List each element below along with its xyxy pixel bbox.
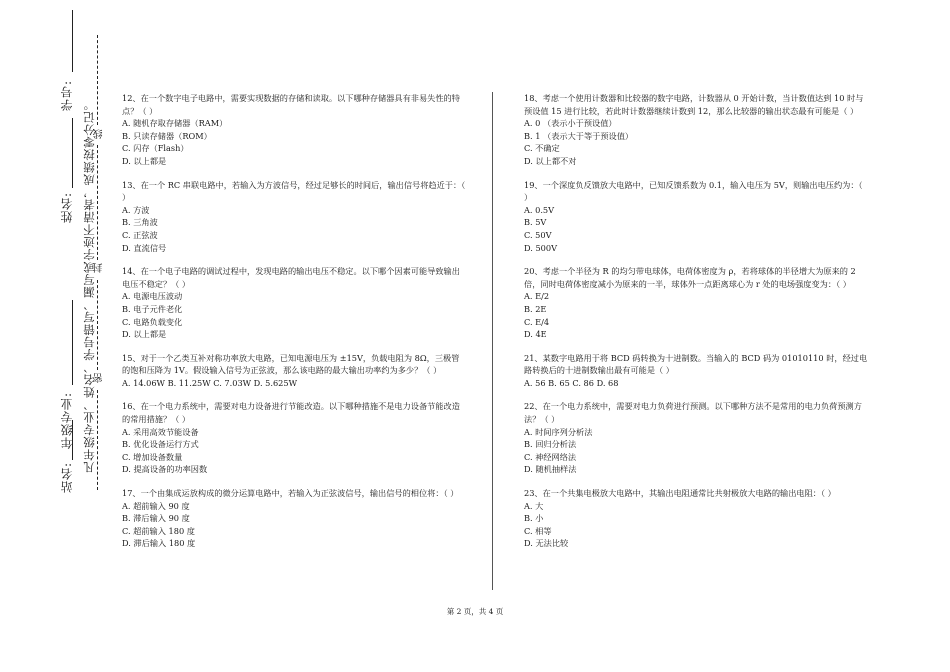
question-21 <box>524 352 869 390</box>
option-c: C. 正弦波 <box>122 229 158 240</box>
question-15 <box>122 352 467 390</box>
option-d: D. 直流信号 <box>122 242 167 253</box>
option-line: A. 56 B. 65 C. 86 D. 68 <box>524 377 619 388</box>
question-text: 15、对于一个乙类互补对称功率放大电路，已知电源电压为 ±15V，负载电阻为 8Ω，三极管的饱和压降为 1V。假设输入信号为正弦波，那么该电路的最大输出功率约为多少？（ ） <box>122 352 460 376</box>
option-b: B. 5V <box>524 217 547 228</box>
question-14 <box>122 265 467 341</box>
student-id-label: 学号: <box>60 80 74 112</box>
seal-dash-mid <box>97 145 98 260</box>
left-column <box>122 92 467 561</box>
question-text: 17、一个由集成运放构成的微分运算电路中，若输入为正弦波信号，输出信号的相位将：（ ） <box>122 488 459 499</box>
right-column <box>524 92 869 561</box>
question-17 <box>122 487 467 550</box>
question-22 <box>524 400 869 476</box>
station-label: 站名: <box>60 462 74 494</box>
option-c: C. 闪存（Flash） <box>122 143 189 154</box>
option-a: A. 电源电压波动 <box>122 291 183 302</box>
option-b: B. 优化设备运行方式 <box>122 439 199 450</box>
column-divider <box>492 92 493 590</box>
option-c: C. 50V <box>524 229 552 240</box>
grade-label: 年级专业: <box>60 392 74 450</box>
option-b: B. 电子元件老化 <box>122 303 183 314</box>
question-text: 22、在一个电力系统中，需要对电力负荷进行预测。以下哪种方法不是常用的电力负荷预测方法？（ ） <box>524 401 862 425</box>
option-b: B. 滞后输入 90 度 <box>122 513 190 524</box>
seal-mi: 密 <box>94 372 105 383</box>
grade-line <box>72 300 73 385</box>
option-b: B. 三角波 <box>122 217 158 228</box>
seal-dash-bottom <box>97 390 98 490</box>
question-text: 13、在一个 RC 串联电路中，若输入为方波信号，经过足够长的时间后，输出信号将趋近于：（ ） <box>122 179 466 203</box>
question-text: 18、考虑一个使用计数器和比较器的数字电路，计数器从 0 开始计数，当计数值达到 10 时与预设值 15 进行比较，若此时计数器继续计数到 12，那么比较器的输出状态最有可能是（ ） <box>524 93 864 116</box>
question-text: 19、一个深度负反馈放大电路中，已知反馈系数为 0.1，输入电压为 5V，则输出电压约为：（ ） <box>524 179 863 203</box>
option-b: B. 2E <box>524 303 547 314</box>
seal-dash-top <box>97 35 98 125</box>
binding-margin <box>0 0 110 672</box>
option-d: D. 滞后输入 180 度 <box>122 538 196 549</box>
option-a: A. 0.5V <box>524 204 555 215</box>
student-id-line <box>72 10 73 72</box>
option-a: A. 超前输入 90 度 <box>122 500 190 511</box>
question-13 <box>122 179 467 255</box>
question-text: 16、在一个电力系统中，需要对电力设备进行节能改造。以下哪种措施不是电力设备节能改造的常用措施？（ ） <box>122 401 460 425</box>
option-c: C. E/4 <box>524 316 550 327</box>
option-c: C. 神经网络法 <box>524 451 577 462</box>
option-c: C. 不确定 <box>524 143 560 154</box>
option-d: D. 500V <box>524 242 558 253</box>
question-text: 21、某数字电路用于将 BCD 码转换为十进制数。当输入的 BCD 码为 01010110 时，经过电路转换后的十进制数输出最有可能是（ ） <box>524 352 868 376</box>
name-label: 姓名: <box>60 192 74 224</box>
warning-text: 凡年级专业、姓名、学号错写、漏写或字迹不清者，成绩按零分记。 <box>82 98 96 473</box>
option-c: C. 相等 <box>524 525 552 536</box>
option-a: A. 0 （表示小于预设值） <box>524 118 617 129</box>
option-d: D. 4E <box>524 329 547 340</box>
question-text: 14、在一个电子电路的调试过程中，发现电路的输出电压不稳定。以下哪个因素可能导致输出电压不稳定？（ ） <box>122 266 460 289</box>
seal-feng: 封 <box>94 262 105 273</box>
option-a: A. E/2 <box>524 291 550 302</box>
page-footer: 第 2 页，共 4 页 <box>446 607 504 616</box>
option-a: A. 采用高效节能设备 <box>122 426 199 437</box>
option-b: B. 小 <box>524 513 544 524</box>
option-a: A. 大 <box>524 500 544 511</box>
option-line: A. 14.06W B. 11.25W C. 7.03W D. 5.625W <box>122 377 298 388</box>
option-c: C. 超前输入 180 度 <box>122 525 195 536</box>
option-d: D. 以上都是 <box>122 155 167 166</box>
question-16 <box>122 400 467 476</box>
seal-dash-lower <box>97 280 98 370</box>
question-18 <box>524 92 869 168</box>
option-b: B. 回归分析法 <box>524 439 577 450</box>
option-a: A. 时间序列分析法 <box>524 426 593 437</box>
question-text: 20、考虑一个半径为 R 的均匀带电球体，电荷体密度为 ρ，若将球体的半径增大为原来的 2 倍，同时电荷体密度减小为原来的一半，球体外一点距离球心为 r 处的电场强度变为：（ ） <box>524 266 856 289</box>
question-23 <box>524 487 869 550</box>
option-b: B. 1 （表示大于等于预设值） <box>524 130 634 141</box>
question-12 <box>122 92 467 168</box>
option-c: C. 电路负载变化 <box>122 316 183 327</box>
question-19 <box>524 179 869 255</box>
station-line <box>72 420 73 460</box>
seal-xian: 线 <box>94 128 105 139</box>
question-text: 12、在一个数字电子电路中，需要实现数据的存储和读取。以下哪种存储器具有非易失性的特点？（ ） <box>122 93 460 116</box>
question-text: 23、在一个共集电极放大电路中，其输出电阻通常比共射极放大电路的输出电阻：（ ） <box>524 488 836 499</box>
option-a: A. 随机存取存储器（RAM） <box>122 118 228 129</box>
option-c: C. 增加设备数量 <box>122 451 183 462</box>
option-d: D. 随机抽样法 <box>524 464 577 475</box>
option-d: D. 以上都不对 <box>524 155 577 166</box>
option-b: B. 只读存储器（ROM） <box>122 130 212 141</box>
option-d: D. 以上都是 <box>122 329 167 340</box>
name-line <box>72 118 73 188</box>
option-d: D. 提高设备的功率因数 <box>122 464 208 475</box>
option-d: D. 无法比较 <box>524 538 569 549</box>
option-a: A. 方波 <box>122 204 150 215</box>
question-20 <box>524 265 869 341</box>
